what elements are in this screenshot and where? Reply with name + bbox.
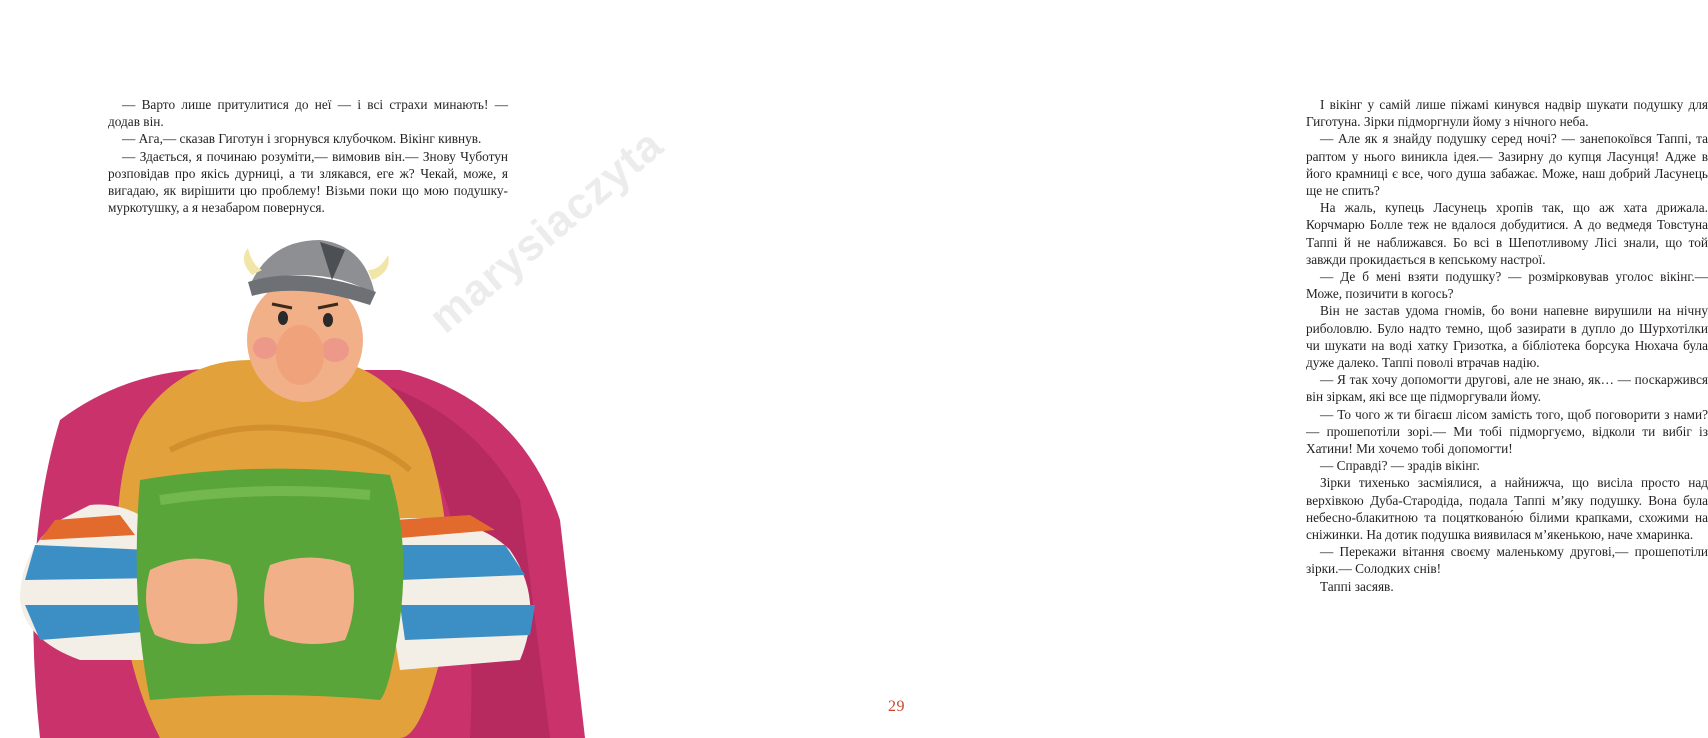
page-number: 29 [888, 698, 905, 715]
paragraph: — Але як я знайду подушку серед ночі? — занепокоївся Таппі, та раптом у нього виникла ідея.— Зазирну до купця Ласунця! Адже в його крамниці є все, чого душа забажає. Може, наш добрий Ласунець ще не спить? [1306, 131, 1708, 199]
paragraph: — Де б мені взяти подушку? — розмірковував уголос вікінг.— Може, позичити в когось? [1306, 269, 1708, 302]
paragraph: — То чого ж ти бігаєш лісом замість того, щоб поговорити з нами? — прошепотіли зорі.— Ми тобі підморгуємо, відколи ти вибіг із Хатини! Ми хочемо тобі допомогти! [1306, 406, 1708, 457]
paragraph: — Здається, я починаю розуміти,— вимовив він.— Знову Чуботун розповідав про якісь дурниці, а ти злякався, еге ж? Чекай, може, я вигадаю, як вирішити цю проблему! Візьми поки що мою подушку-муркотушку, а я незабаром повернуся. [108, 148, 508, 216]
helmet-horn-right [368, 255, 389, 280]
paragraph: І вікінг у самій лише піжамі кинувся надвір шукати подушку для Гиготуна. Зірки підморгнули йому з нічного неба. [1306, 97, 1708, 130]
helmet-horn-left [244, 248, 262, 275]
paragraph: Таппі засяяв. [1320, 578, 1394, 594]
left-page [0, 0, 600, 738]
right-page-text [1306, 96, 1708, 595]
paragraph: Зірки тихенько засміялися, а найнижча, що висіла просто над верхівкою Дуба-Стародіда, подала Таппі м’яку подушку. Вона була небесно-блакитною та поцятковано́ю білими крапками, схожими на сніжинки. На дотик подушка виявилася м’якенькою, наче хмаринка. [1306, 475, 1708, 543]
watermark: marysiaczyta [420, 119, 673, 343]
paragraph: — Варто лише притулитися до неї — і всі страхи минають! — додав він. [108, 97, 508, 130]
paragraph: — Справді? — зрадів вікінг. [1320, 458, 1480, 474]
viking-illustration [0, 220, 600, 738]
left-page-text [108, 96, 508, 216]
paragraph: На жаль, купець Ласунець хропів так, що аж хата дрижала. Корчмарю Болле теж не вдалося добудитися. А до ведмедя Товстуна Таппі й не наближався. Бо всі в Шепотливому Лісі знали, що той завжди прокидається в кепському настрої. [1306, 200, 1708, 267]
paragraph: — Перекажи вітання своєму маленькому другові,— прошепотіли зірки.— Солодких снів! [1306, 544, 1708, 577]
paragraph: — Ага,— сказав Гиготун і згорнувся клубочком. Вікінг кивнув. [122, 131, 482, 147]
nose [276, 325, 324, 385]
paragraph: — Я так хочу допомогти другові, але не знаю, як… — поскаржився він зіркам, які все ще підморгували йому. [1306, 372, 1708, 405]
right-hand [264, 558, 354, 645]
left-hand [146, 559, 238, 644]
right-page [600, 0, 1708, 738]
paragraph: Він не застав удома гномів, бо вони напевне вирушили на нічну риболовлю. Було надто темно, щоб зазирати в дупло до Шурхотілки чи шукати на воді хатку Гризотка, а бібліотека борсука Нюхача була дуже далеко. Таппі поволі втрачав надію. [1306, 303, 1708, 371]
